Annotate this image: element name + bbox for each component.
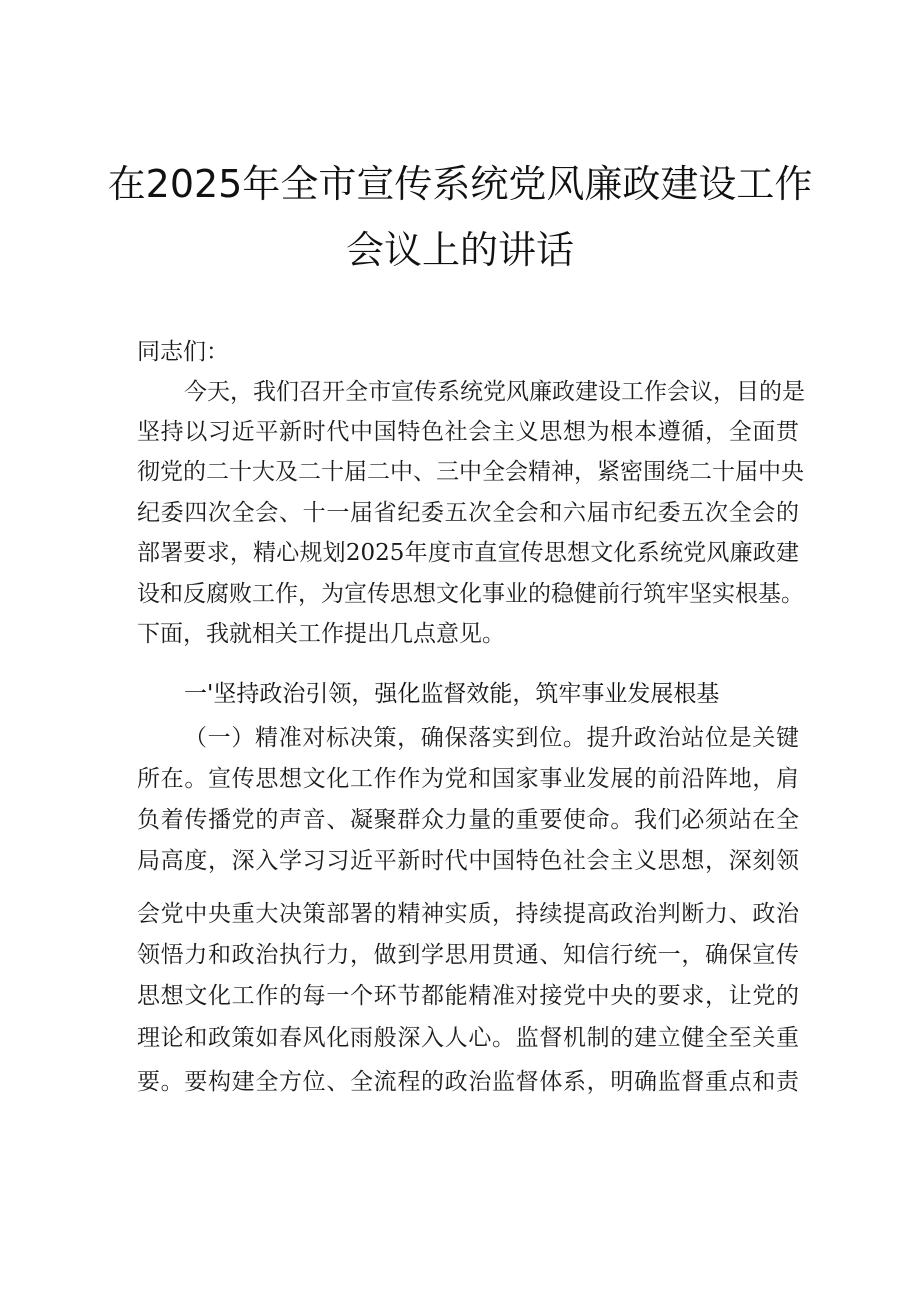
paragraph-line: 所在。宣传思想文化工作作为党和国家事业发展的前沿阵地，肩 [137, 766, 799, 792]
salutation: 同志们： [137, 339, 229, 365]
paragraph-line: 纪委四次全会、十一届省纪委五次全会和六届市纪委五次全会的 [137, 500, 799, 526]
paragraph-line: 设和反腐败工作，为宣传思想文化事业的稳健前行筑牢坚实根基。 [137, 581, 804, 607]
paragraph-line: 理论和政策如春风化雨般深入人心。监督机制的建立健全至关重 [137, 1025, 799, 1051]
paragraph-line: 今天，我们召开全市宣传系统党风廉政建设工作会议，目的是 [184, 379, 805, 405]
paragraph-line: 会党中央重大决策部署的精神实质，持续提高政治判断力、政治 [137, 901, 799, 927]
paragraph-line: 领悟力和政治执行力，做到学思用贯通、知信行统一，确保宣传 [137, 942, 799, 968]
document-title-line-2: 会议上的讲话 [345, 228, 574, 272]
paragraph-line: 彻党的二十大及二十届二中、三中全会精神，紧密围绕二十届中央 [137, 459, 804, 485]
paragraph-line: 局高度，深入学习习近平新时代中国特色社会主义思想，深刻领 [137, 848, 799, 874]
section-heading: 一'坚持政治引领，强化监督效能，筑牢事业发展根基 [184, 681, 720, 707]
paragraph-line: 坚持以习近平新时代中国特色社会主义思想为根本遵循，全面贯 [137, 419, 799, 445]
document-title-line-1: 在2025年全市宣传系统党风廉政建设工作 [107, 162, 813, 206]
paragraph-line: 负着传播党的声音、凝聚群众力量的重要使命。我们必须站在全 [137, 807, 799, 833]
paragraph-line: 思想文化工作的每一个环节都能精准对接党中央的要求，让党的 [137, 983, 799, 1009]
paragraph-line: （一）精准对标决策，确保落实到位。提升政治站位是关键 [184, 725, 799, 751]
paragraph-line: 要。要构建全方位、全流程的政治监督体系，明确监督重点和责 [137, 1069, 799, 1095]
paragraph-line: 部署要求，精心规划2025年度市直宣传思想文化系统党风廉政建 [137, 540, 799, 566]
paragraph-line: 下面，我就相关工作提出几点意见。 [137, 621, 505, 647]
